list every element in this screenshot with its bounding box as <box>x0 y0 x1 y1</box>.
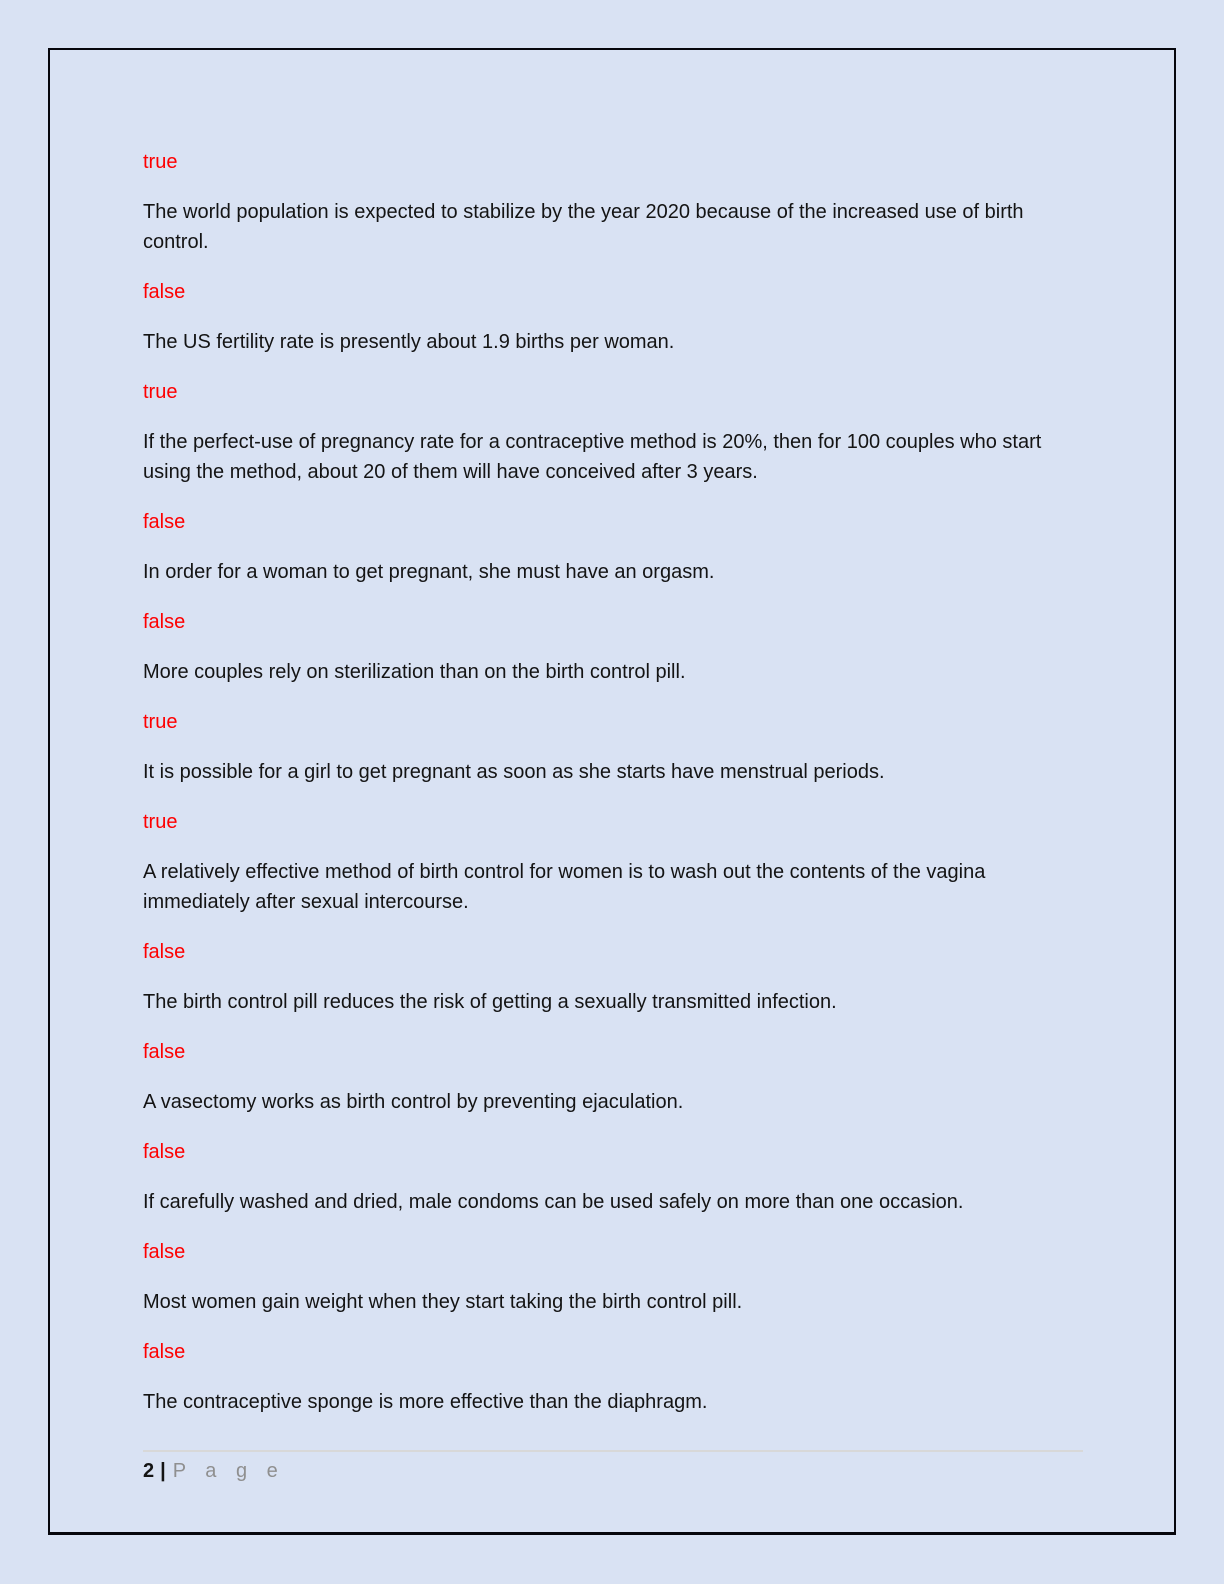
question-text: Most women gain weight when they start taking the birth control pill. <box>143 1291 743 1313</box>
answer-text: false <box>143 611 186 633</box>
footer-divider-line <box>143 1450 1083 1452</box>
answer-text: true <box>143 711 178 733</box>
question-text: The US fertility rate is presently about 1.9 births per woman. <box>143 331 675 353</box>
footer-separator: | <box>160 1460 166 1482</box>
quiz-answer-list <box>143 147 1088 1437</box>
answer-text: true <box>143 811 178 833</box>
answer-text: true <box>143 381 178 403</box>
question-text: In order for a woman to get pregnant, she must have an orgasm. <box>143 561 715 583</box>
question-text: More couples rely on sterilization than on the birth control pill. <box>143 661 686 683</box>
page-number: 2 <box>143 1460 155 1482</box>
footer-page-label: P a g e <box>172 1460 285 1482</box>
question-text: The contraceptive sponge is more effective than the diaphragm. <box>143 1391 708 1413</box>
answer-text: false <box>143 281 186 303</box>
question-text: A relatively effective method of birth control for women is to wash out the contents of the vagina immediately after sexual intercourse. <box>143 861 986 913</box>
question-text: If the perfect-use of pregnancy rate for a contraceptive method is 20%, then for 100 couples who start using the method, about 20 of them will have conceived after 3 years. <box>143 431 1042 483</box>
answer-text: false <box>143 1241 186 1263</box>
answer-text: true <box>143 151 178 173</box>
answer-text: false <box>143 1141 186 1163</box>
answer-text: false <box>143 1041 186 1063</box>
question-text: The birth control pill reduces the risk of getting a sexually transmitted infection. <box>143 991 837 1013</box>
answer-text: false <box>143 941 186 963</box>
page-footer <box>143 1458 285 1484</box>
question-text: A vasectomy works as birth control by preventing ejaculation. <box>143 1091 684 1113</box>
page-border-frame <box>48 48 1176 1535</box>
answer-text: false <box>143 1341 186 1363</box>
answer-text: false <box>143 511 186 533</box>
question-text: The world population is expected to stabilize by the year 2020 because of the increased use of birth control. <box>143 201 1024 253</box>
question-text: It is possible for a girl to get pregnant as soon as she starts have menstrual periods. <box>143 761 885 783</box>
question-text: If carefully washed and dried, male condoms can be used safely on more than one occasion. <box>143 1191 964 1213</box>
